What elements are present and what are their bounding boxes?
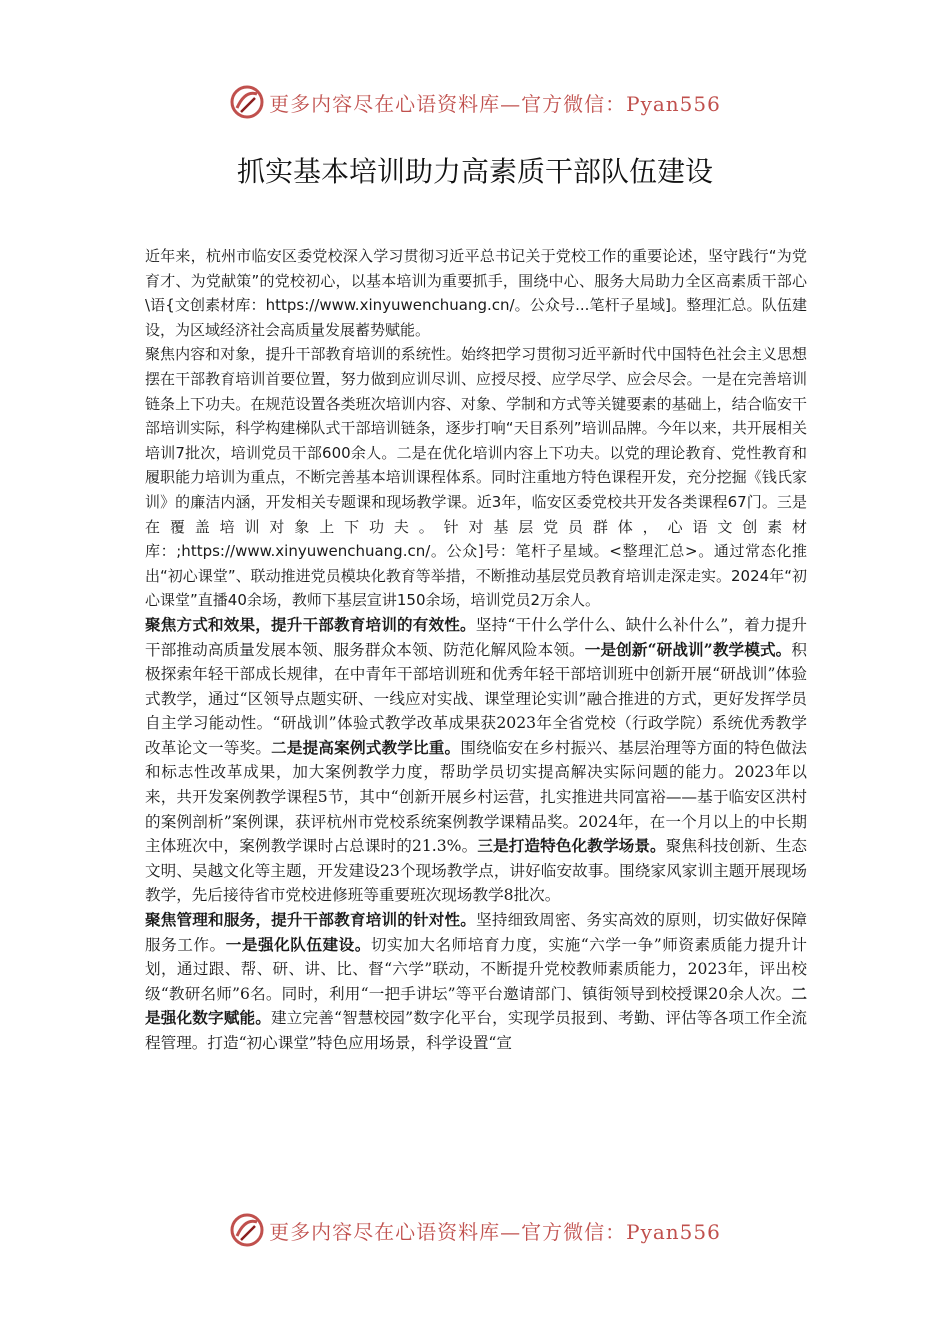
banner-text: 更多内容尽在心语资料库—官方微信：Pyan556 [269,1219,721,1244]
paragraph-4-point-1-text: 切实加大名师培育力度，实施“六学一争”师资素质能力提升计划，通过跟、帮、研、讲、比、督“六学”联动，不断提升党校教师素质能力，2023年，评出校级“教研名师”6名。同时，利用“一把手讲坛”等平台邀请部门、镇街领导到校授课20余人次。 [145,935,807,1003]
paragraph-3-point-3-lead: 三是打造特色化教学场景。 [477,836,666,856]
paragraph-4-lead: 聚焦管理和服务，提升干部教育培训的针对性。 [145,910,477,930]
paragraph-1: 近年来，杭州市临安区委党校深入学习贯彻习近平总书记关于党校工作的重要论述，坚守践行“为党育才、为党献策”的党校初心，以基本培训为重要抓手，围绕中心、服务大局助力全区高素质干部心\语{文创素材库：https://www.xinyuwenchuang.cn/。公众号...笔杆子星域]。整理汇总。队伍建设，为区域经济社会高质量发展蓄势赋能。 [145,247,807,339]
paragraph-4-text: 坚持细致周密、务实高效的原则，切实做好保障服务工作。 [145,911,807,954]
paragraph-4-point-2-text: 建立完善“智慧校园”数字化平台，实现学员报到、考勤、评估等各项工作全流程管理。打造“初心课堂”特色应用场景，科学设置“宣 [145,1009,807,1052]
paragraph-3-lead: 聚焦方式和效果，提升干部教育培训的有效性。 [145,614,476,634]
article-body [145,244,807,1056]
paragraph-4 [145,908,807,1056]
paragraph-3-text: 坚持“干什么学什么、缺什么补什么”，着力提升干部推动高质量发展本领、服务群众本领、防范化解风险本领。 [145,615,807,659]
paragraph-4-point-1-lead: 一是强化队伍建设。 [225,934,371,954]
paragraph-3-point-2-lead: 二是提高案例式教学比重。 [271,737,461,757]
paragraph-3-point-3-text: 聚焦科技创新、生态文明、吴越文化等主题，开发建设23个现场教学点，讲好临安故事。围绕家风家训主题开展现场教学，先后接待省市党校进修班等重要班次现场教学8批次。 [145,837,807,905]
paragraph-3 [145,613,807,908]
paragraph-4-point-2-lead: 二是强化数字赋能。 [145,983,807,1028]
paragraph-3-point-1-lead: 一是创新“研战训”教学模式。 [584,639,792,659]
header-banner [0,82,950,122]
footer-banner [0,1210,950,1250]
banner-text: 更多内容尽在心语资料库—官方微信：Pyan556 [269,91,721,116]
paragraph-2: 聚焦内容和对象，提升干部教育培训的系统性。始终把学习贯彻习近平新时代中国特色社会主义思想摆在干部教育培训首要位置，努力做到应训尽训、应授尽授、应学尽学、应会尽会。一是在完善培训链条上下功夫。在规范设置各类班次培训内容、对象、学制和方式等关键要素的基础上，结合临安干部培训实际，科学构建梯队式干部培训链条，逐步打响“天目系列”培训品牌。今年以来，共开展相关培训7批次，培训党员干部600余人。二是在优化培训内容上下功夫。以党的理论教育、党性教育和履职能力培训为重点，不断完善基本培训课程体系。同时注重地方特色课程开发，充分挖掘《钱氏家训》的廉洁内涵，开发相关专题课和现场教学课。近3年，临安区委党校共开发各类课程67门。三是在覆盖培训对象上下功夫。针对基层党员群体，心语文创素材库：;https://www.xinyuwenchuang.cn/。公众]号：笔杆子星域。<整理汇总>。通过常态化推出“初心课堂”、联动推进党员模块化教育等举措，不断推动基层党员教育培训走深走实。2024年“初心课堂”直播40余场，教师下基层宣讲150余场，培训党员2万余人。 [145,345,807,610]
page-title: 抓实基本培训助力高素质干部队伍建设 [236,155,713,188]
paragraph-3-point-1-text: 积极探索年轻干部成长规律，在中青年干部培训班和优秀年轻干部培训班中创新开展“研战训”体验式教学，通过“区领导点题实研、一线应对实战、课堂理论实训”融合推进的方式，更好发挥学员自主学习能动性。“研战训”体验式教学改革成果获2023年全省党校（行政学院）系统优秀教学改革论文一等奖。 [145,640,807,757]
paragraph-3-point-2-text: 围绕临安在乡村振兴、基层治理等方面的特色做法和标志性改革成果，加大案例教学力度，帮助学员切实提高解决实际问题的能力。2023年以来，共开发案例教学课程5节，其中“创新开展乡村运营，扎实推进共同富裕——基于临安区洪村的案例剖析”案例课，获评杭州市党校系统案例教学课精品奖。2024年，在一个月以上的中长期主体班次中，案例教学课时占总课时的21.3%。 [145,738,807,856]
brand-logo-icon [229,1212,265,1248]
brand-logo-icon [229,84,265,120]
